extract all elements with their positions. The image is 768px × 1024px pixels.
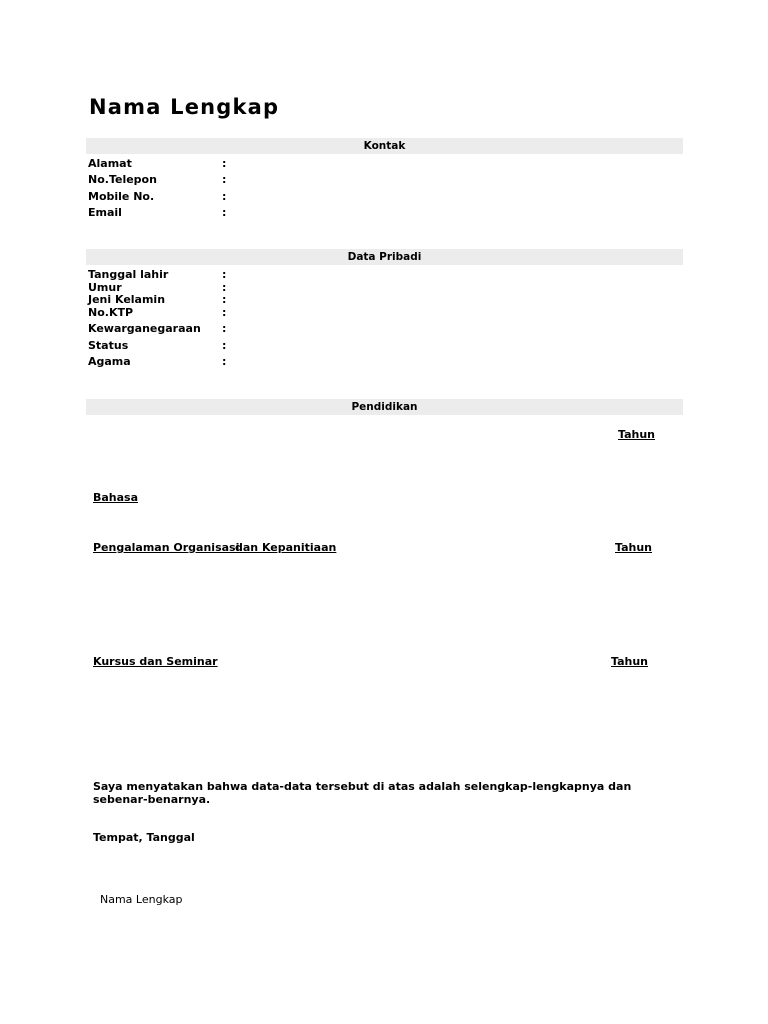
organisasi-year-label: Tahun [615, 541, 653, 554]
field-sep: : [222, 339, 227, 352]
field-sep: : [222, 206, 227, 219]
field-label-kewarganegaraan: Kewarganegaraan [88, 322, 201, 335]
bahasa-label: Bahasa [93, 491, 139, 504]
field-label-ktp: No.KTP [88, 306, 134, 319]
kursus-year-label: Tahun [611, 655, 649, 668]
field-label-umur: Umur [88, 281, 122, 294]
organisasi-label: Pengalaman Organisasi [93, 541, 240, 554]
field-sep: : [222, 268, 227, 281]
field-sep: : [222, 355, 227, 368]
declaration-statement: Saya menyatakan bahwa data-data tersebut di atas adalah selengkap-lengkapnya dan sebenar-benarnya. [93, 780, 632, 806]
kursus-label: Kursus dan Seminar [93, 655, 218, 668]
field-sep: : [222, 293, 227, 306]
section-header-pendidikan: Pendidikan [86, 399, 683, 415]
field-label-agama: Agama [88, 355, 131, 368]
pendidikan-year-label: Tahun [618, 428, 656, 441]
field-sep: : [222, 173, 227, 186]
section-header-kontak: Kontak [86, 138, 683, 154]
section-header-data-pribadi: Data Pribadi [86, 249, 683, 265]
field-sep: : [222, 190, 227, 203]
kepanitiaan-label: dan Kepanitiaan [235, 541, 337, 554]
field-label-mobile: Mobile No. [88, 190, 155, 203]
field-label-status: Status [88, 339, 129, 352]
field-label-alamat: Alamat [88, 157, 132, 170]
field-label-telepon: No.Telepon [88, 173, 157, 186]
field-label-tanggal-lahir: Tanggal lahir [88, 268, 169, 281]
field-sep: : [222, 157, 227, 170]
field-sep: : [222, 322, 227, 335]
field-sep: : [222, 281, 227, 294]
signature-name: Nama Lengkap [100, 893, 183, 906]
field-label-jenis-kelamin: Jeni Kelamin [88, 293, 166, 306]
field-sep: : [222, 306, 227, 319]
field-label-email: Email [88, 206, 122, 219]
place-date: Tempat, Tanggal [93, 831, 195, 844]
page-title: Nama Lengkap [89, 95, 280, 119]
